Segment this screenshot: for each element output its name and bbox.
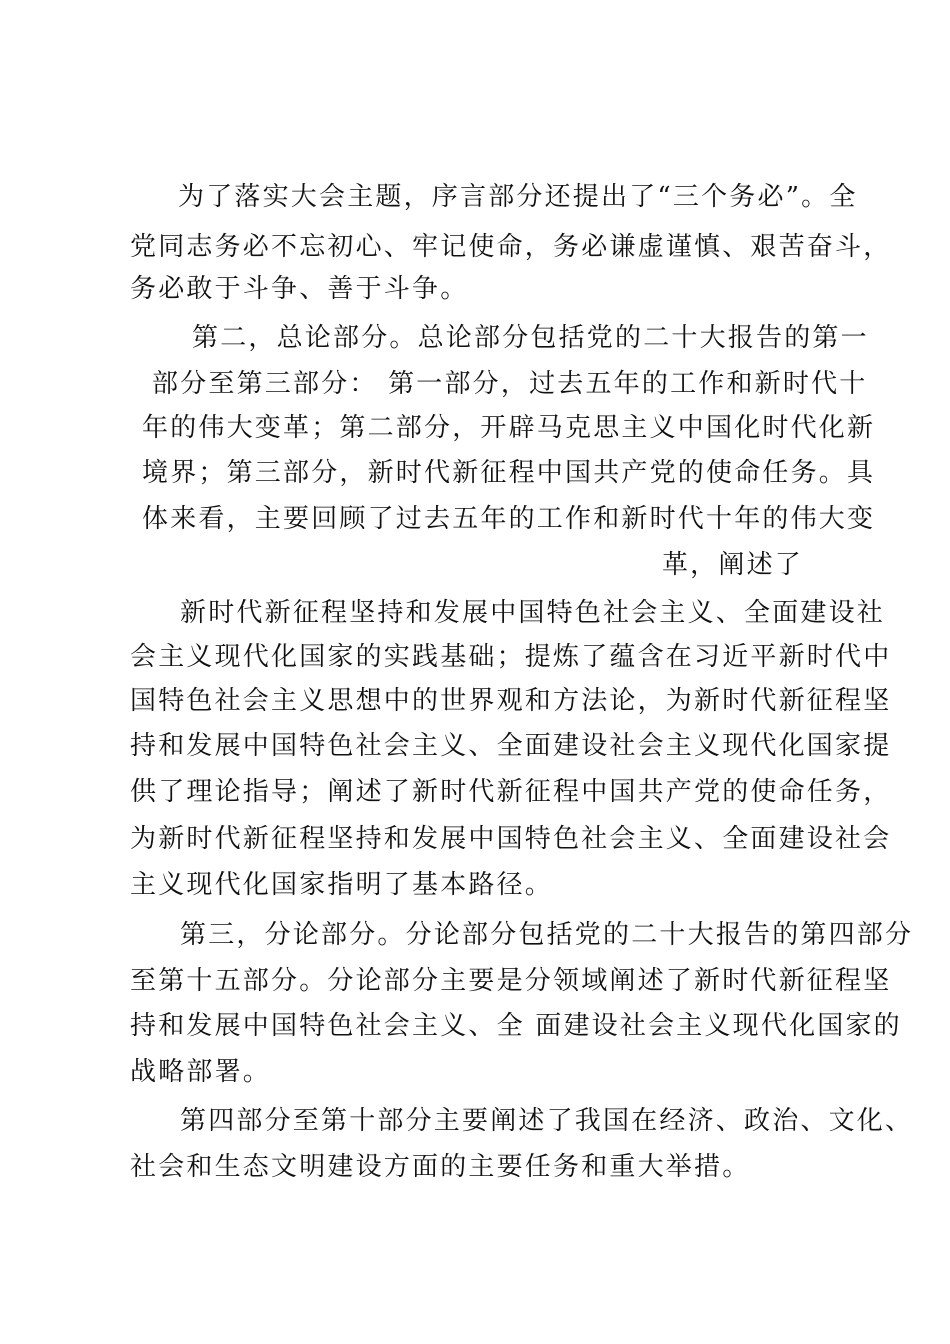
paragraph-4-line-2: 至第十五部分。分论部分主要是分领域阐述了新时代新征程坚 xyxy=(130,966,892,996)
paragraph-3-line-3: 国特色社会主义思想中的世界观和方法论，为新时代新征程坚 xyxy=(130,686,892,716)
paragraph-4-line-4: 战略部署。 xyxy=(130,1057,272,1087)
paragraph-2-line-4: 境界；第三部分，新时代新征程中国共产党的使命任务。具 xyxy=(142,458,876,488)
paragraph-2-line-5: 体来看，主要回顾了过去五年的工作和新时代十年的伟大变 xyxy=(142,504,876,534)
paragraph-2-line-2: 部分至第三部分： 第一部分，过去五年的工作和新时代十 xyxy=(152,369,868,399)
paragraph-1-line-1: 为了落实大会主题，序言部分还提出了“三个务必”。全 xyxy=(178,182,858,212)
paragraph-3-line-7: 主义现代化国家指明了基本路径。 xyxy=(130,870,554,900)
paragraph-4-line-1: 第三，分论部分。分论部分包括党的二十大报告的第四部分 xyxy=(180,920,914,950)
paragraph-4-line-3: 持和发展中国特色社会主义、全 面建设社会主义现代化国家的 xyxy=(130,1011,902,1041)
paragraph-3-line-5: 供了理论指导；阐述了新时代新征程中国共产党的使命任务， xyxy=(130,777,892,807)
paragraph-5-line-1: 第四部分至第十部分主要阐述了我国在经济、政治、文化、 xyxy=(180,1106,914,1136)
paragraph-3-line-1: 新时代新征程坚持和发展中国特色社会主义、全面建设社 xyxy=(180,598,886,628)
paragraph-3-line-4: 持和发展中国特色社会主义、全面建设社会主义现代化国家提 xyxy=(130,731,892,761)
paragraph-1-line-2: 党同志务必不忘初心、牢记使命，务必谦虚谨慎、艰苦奋斗， xyxy=(130,232,892,262)
paragraph-3-line-2: 会主义现代化国家的实践基础；提炼了蕴含在习近平新时代中 xyxy=(130,642,892,672)
paragraph-2-line-3: 年的伟大变革；第二部分，开辟马克思主义中国化时代化新 xyxy=(142,413,876,443)
paragraph-2-line-1: 第二，总论部分。总论部分包括党的二十大报告的第一 xyxy=(192,323,869,353)
paragraph-3-line-6: 为新时代新征程坚持和发展中国特色社会主义、全面建设社会 xyxy=(130,824,892,854)
paragraph-5-line-2: 社会和生态文明建设方面的主要任务和重大举措。 xyxy=(130,1152,751,1182)
paragraph-2-line-6: 革，阐述了 xyxy=(661,550,803,580)
paragraph-1-line-3: 务必敢于斗争、善于斗争。 xyxy=(130,274,469,304)
